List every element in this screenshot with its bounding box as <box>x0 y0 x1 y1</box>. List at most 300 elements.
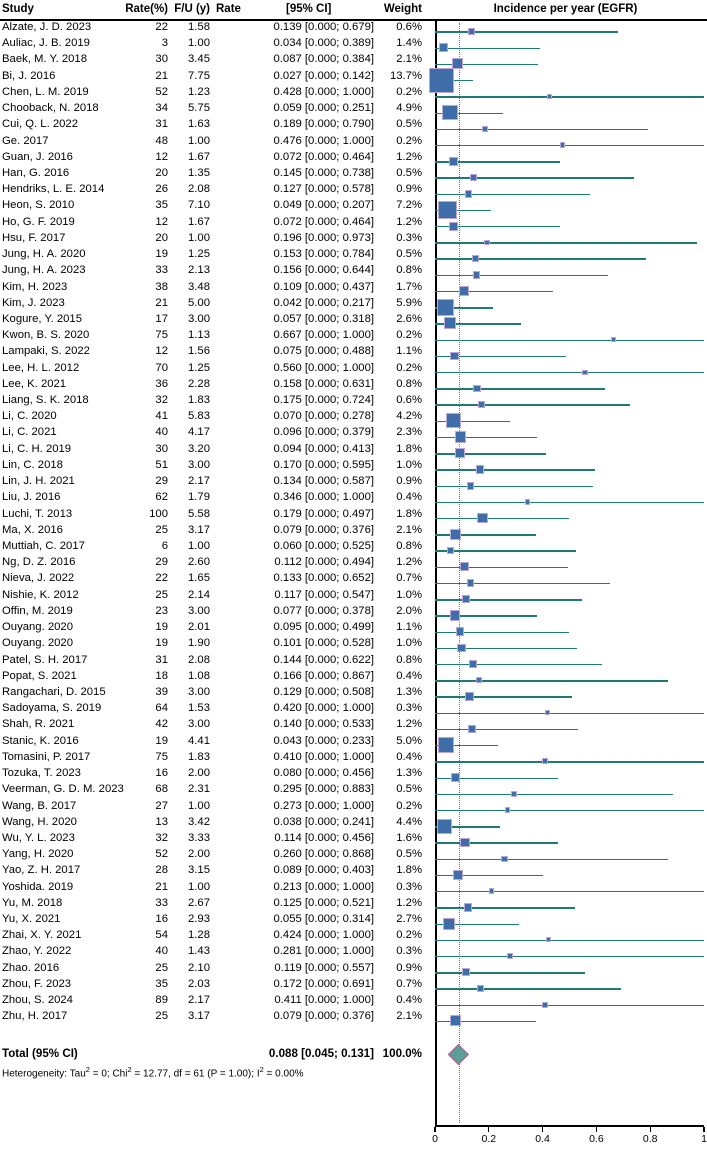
ci-line <box>435 145 704 146</box>
cell-estimate: 0.072 [0.000; 0.464] <box>273 215 374 228</box>
cell-fu: 1.90 <box>188 637 210 650</box>
ci-line <box>435 453 546 454</box>
ci-line <box>435 891 704 892</box>
cell-fu: 3.00 <box>188 685 210 698</box>
cell-fu: 3.17 <box>188 1010 210 1023</box>
study-marker <box>437 299 454 316</box>
table-row <box>0 669 430 685</box>
cell-study: Muttiah, C. 2017 <box>2 540 85 552</box>
cell-fu: 2.60 <box>188 556 210 569</box>
cell-rate-pct: 42 <box>155 718 168 731</box>
cell-estimate: 0.156 [0.000; 0.644] <box>273 264 374 277</box>
study-marker <box>484 240 489 245</box>
table-row <box>0 393 430 409</box>
total-label: Total (95% CI) <box>2 1046 78 1060</box>
cell-study: Lee, K. 2021 <box>2 377 67 390</box>
ci-line <box>435 599 582 600</box>
table-row <box>0 928 430 944</box>
cell-study: Zhai, X. Y. 2021 <box>2 929 82 942</box>
x-axis-tick <box>703 1127 704 1132</box>
table-row <box>0 847 430 863</box>
table-row <box>0 409 430 425</box>
cell-rate-pct: 28 <box>155 864 168 877</box>
cell-study: Tomasini, P. 2017 <box>2 750 91 763</box>
ci-line <box>435 177 634 178</box>
cell-weight: 0.5% <box>396 166 422 179</box>
cell-estimate: 0.411 [0.000; 1.000] <box>274 994 374 1007</box>
cell-study: Yu, X. 2021 <box>2 913 61 926</box>
cell-weight: 2.6% <box>396 312 422 325</box>
cell-weight: 1.2% <box>396 556 422 569</box>
cell-fu: 1.00 <box>188 880 210 893</box>
cell-rate-pct: 22 <box>155 21 168 33</box>
cell-estimate: 0.096 [0.000; 0.379] <box>273 426 374 439</box>
ci-line <box>435 761 704 762</box>
cell-weight: 2.0% <box>396 604 422 617</box>
cell-study: Tozuka, T. 2023 <box>2 767 81 780</box>
cell-estimate: 0.153 [0.000; 0.784] <box>273 248 374 261</box>
cell-weight: 1.6% <box>396 831 422 844</box>
study-marker <box>525 499 531 505</box>
study-marker <box>451 773 460 782</box>
cell-study: Ma, X. 2016 <box>2 523 63 536</box>
ci-line <box>435 242 697 243</box>
cell-study: Ouyang. 2020 <box>2 621 73 634</box>
cell-rate-pct: 34 <box>155 102 168 115</box>
reference-line <box>459 23 460 1123</box>
cell-fu: 1.56 <box>188 345 210 358</box>
cell-weight: 1.0% <box>396 637 422 650</box>
table-row <box>0 263 430 279</box>
cell-fu: 1.00 <box>188 134 210 147</box>
cell-fu: 7.10 <box>188 199 210 212</box>
cell-rate-pct: 62 <box>155 491 168 504</box>
cell-study: Hsu, F. 2017 <box>2 231 66 244</box>
cell-weight: 0.6% <box>396 21 422 33</box>
cell-weight: 1.0% <box>396 458 422 471</box>
cell-fu: 1.67 <box>188 150 210 163</box>
cell-rate-pct: 23 <box>155 604 168 617</box>
cell-estimate: 0.072 [0.000; 0.464] <box>273 150 374 163</box>
cell-weight: 0.4% <box>396 491 422 504</box>
ci-line <box>435 275 608 276</box>
cell-weight: 0.2% <box>396 361 422 374</box>
ci-line <box>435 48 540 49</box>
x-axis-tick <box>650 1127 651 1132</box>
study-marker <box>449 157 458 166</box>
cell-rate-pct: 75 <box>155 750 168 763</box>
table-row <box>0 912 430 928</box>
cell-weight: 2.3% <box>396 426 422 439</box>
cell-estimate: 0.133 [0.000; 0.652] <box>273 572 374 585</box>
study-marker <box>437 819 452 834</box>
cell-weight: 0.3% <box>396 880 422 893</box>
table-row <box>0 296 430 312</box>
cell-rate-pct: 19 <box>155 248 168 261</box>
ci-line <box>435 518 569 519</box>
cell-estimate: 0.043 [0.000; 0.233] <box>273 734 374 747</box>
cell-weight: 0.5% <box>396 783 422 796</box>
cell-estimate: 0.060 [0.000; 0.525] <box>273 540 374 552</box>
study-marker <box>560 142 565 147</box>
cell-weight: 0.4% <box>396 750 422 763</box>
study-marker <box>450 352 459 361</box>
cell-study: Nieva, J. 2022 <box>2 572 75 585</box>
ci-line <box>435 469 595 470</box>
cell-weight: 5.9% <box>396 296 422 309</box>
cell-study: Kim, J. 2023 <box>2 296 65 309</box>
ci-line <box>435 388 605 389</box>
cell-weight: 0.8% <box>396 653 422 666</box>
cell-estimate: 0.144 [0.000; 0.622] <box>273 653 374 666</box>
cell-study: Cui, Q. L. 2022 <box>2 118 78 131</box>
study-marker <box>477 513 487 523</box>
cell-rate-pct: 25 <box>155 1010 168 1023</box>
study-marker <box>450 1015 461 1026</box>
cell-study: Offin, M. 2019 <box>2 604 73 617</box>
cell-weight: 0.3% <box>396 231 422 244</box>
cell-weight: 0.5% <box>396 248 422 261</box>
cell-fu: 1.67 <box>188 215 210 228</box>
study-marker <box>482 126 488 132</box>
study-marker <box>501 856 507 862</box>
study-marker <box>464 903 473 912</box>
table-row <box>0 815 430 831</box>
table-row <box>0 782 430 798</box>
study-marker <box>429 68 454 93</box>
study-marker <box>546 937 551 942</box>
cell-weight: 0.2% <box>396 799 422 812</box>
table-row <box>0 215 430 231</box>
cell-study: Yang, H. 2020 <box>2 848 74 861</box>
cell-study: Lee, H. L. 2012 <box>2 361 80 374</box>
cell-fu: 2.01 <box>188 621 210 634</box>
cell-study: Wu, Y. L. 2023 <box>2 831 75 844</box>
cell-estimate: 0.260 [0.000; 0.868] <box>273 848 374 861</box>
cell-rate-pct: 29 <box>155 556 168 569</box>
cell-study: Ouyang. 2020 <box>2 637 73 650</box>
x-axis-tick <box>434 1127 435 1132</box>
table-row <box>0 539 430 555</box>
table-row <box>0 863 430 879</box>
cell-rate-pct: 12 <box>155 150 168 163</box>
cell-rate-pct: 16 <box>155 913 168 926</box>
study-marker <box>542 1002 548 1008</box>
cell-rate-pct: 16 <box>155 767 168 780</box>
cell-estimate: 0.129 [0.000; 0.508] <box>273 685 374 698</box>
cell-rate-pct: 54 <box>155 929 168 942</box>
cell-fu: 1.23 <box>188 85 210 98</box>
table-row <box>0 571 430 587</box>
table-row <box>0 231 430 247</box>
ci-line <box>435 729 578 730</box>
table-row <box>0 36 430 52</box>
ci-line <box>435 404 630 405</box>
cell-fu: 4.17 <box>188 426 210 439</box>
study-marker <box>444 317 456 329</box>
cell-rate-pct: 26 <box>155 183 168 196</box>
table-row <box>0 636 430 652</box>
cell-fu: 1.83 <box>188 394 210 407</box>
cell-rate-pct: 35 <box>155 977 168 990</box>
cell-rate-pct: 12 <box>155 215 168 228</box>
cell-rate-pct: 41 <box>155 410 168 423</box>
cell-fu: 3.20 <box>188 442 210 455</box>
cell-fu: 3.17 <box>188 523 210 536</box>
cell-weight: 1.1% <box>396 345 422 358</box>
cell-fu: 3.48 <box>188 280 210 293</box>
cell-estimate: 0.125 [0.000; 0.521] <box>273 896 374 909</box>
table-row <box>0 328 430 344</box>
table-row <box>0 701 430 717</box>
cell-rate-pct: 17 <box>155 312 168 325</box>
cell-estimate: 0.476 [0.000; 1.000] <box>273 134 374 147</box>
study-marker <box>476 677 482 683</box>
cell-rate-pct: 3 <box>161 37 168 50</box>
cell-fu: 1.58 <box>188 21 210 33</box>
cell-weight: 0.6% <box>396 394 422 407</box>
cell-estimate: 0.179 [0.000; 0.497] <box>273 507 374 520</box>
ci-line <box>435 194 590 195</box>
table-header-row <box>0 0 430 20</box>
study-marker <box>473 271 481 279</box>
ci-line <box>435 988 621 989</box>
cell-study: Lampaki, S. 2022 <box>2 345 90 358</box>
cell-study: Kogure, Y. 2015 <box>2 312 82 325</box>
ci-line <box>435 372 704 373</box>
ci-line <box>435 794 673 795</box>
cell-fu: 5.75 <box>188 102 210 115</box>
table-row <box>0 750 430 766</box>
cell-fu: 1.53 <box>188 702 210 715</box>
cell-estimate: 0.087 [0.000; 0.384] <box>273 53 374 66</box>
study-marker <box>505 807 510 812</box>
cell-fu: 3.45 <box>188 53 210 66</box>
cell-fu: 7.75 <box>188 69 210 82</box>
ci-line <box>435 129 648 130</box>
cell-estimate: 0.213 [0.000; 1.000] <box>273 880 374 893</box>
study-marker <box>450 610 461 621</box>
cell-weight: 4.9% <box>396 102 422 115</box>
study-marker <box>450 529 461 540</box>
cell-weight: 0.9% <box>396 961 422 974</box>
cell-study: Zhao. 2016 <box>2 961 60 974</box>
cell-weight: 2.1% <box>396 1010 422 1023</box>
cell-estimate: 0.034 [0.000; 0.389] <box>273 37 374 50</box>
plot-title: Incidence per year (EGFR) <box>493 3 638 15</box>
cell-weight: 1.1% <box>396 621 422 634</box>
cell-rate-pct: 27 <box>155 799 168 812</box>
study-marker <box>460 838 470 848</box>
table-row <box>0 474 430 490</box>
cell-weight: 7.2% <box>396 199 422 212</box>
column-header-rate-pct: Rate(%) <box>125 3 168 15</box>
cell-estimate: 0.079 [0.000; 0.376] <box>273 523 374 536</box>
table-row <box>0 117 430 133</box>
cell-weight: 2.7% <box>396 913 422 926</box>
cell-study: Liang, S. K. 2018 <box>2 394 89 407</box>
cell-fu: 2.17 <box>188 475 210 488</box>
study-marker <box>478 401 485 408</box>
cell-rate-pct: 13 <box>155 815 168 828</box>
y-axis-spine <box>435 21 437 1125</box>
cell-fu: 2.93 <box>188 913 210 926</box>
cell-study: Luchi, T. 2013 <box>2 507 73 520</box>
cell-rate-pct: 19 <box>155 734 168 747</box>
ci-line <box>435 810 704 811</box>
table-row <box>0 280 430 296</box>
cell-weight: 0.4% <box>396 994 422 1007</box>
cell-fu: 2.08 <box>188 183 210 196</box>
study-marker <box>467 482 475 490</box>
cell-fu: 3.15 <box>188 864 210 877</box>
column-header-weight: Weight <box>383 3 422 15</box>
ci-line <box>435 680 668 681</box>
summary-diamond <box>448 1044 469 1065</box>
cell-weight: 2.1% <box>396 523 422 536</box>
cell-rate-pct: 52 <box>155 848 168 861</box>
cell-estimate: 0.127 [0.000; 0.578] <box>273 183 374 196</box>
cell-fu: 1.83 <box>188 750 210 763</box>
cell-estimate: 0.145 [0.000; 0.738] <box>273 166 374 179</box>
cell-study: Auliac, J. B. 2019 <box>2 37 90 50</box>
cell-rate-pct: 100 <box>149 507 168 520</box>
cell-weight: 5.0% <box>396 734 422 747</box>
cell-estimate: 0.101 [0.000; 0.528] <box>273 637 374 650</box>
table-row <box>0 944 430 960</box>
table-row <box>0 604 430 620</box>
cell-rate-pct: 33 <box>155 264 168 277</box>
x-axis-line <box>435 1125 704 1127</box>
ci-line <box>435 713 704 714</box>
cell-fu: 2.08 <box>188 653 210 666</box>
cell-study: Yu, M. 2018 <box>2 896 63 909</box>
cell-study: Bi, J. 2016 <box>2 69 56 82</box>
cell-fu: 1.13 <box>188 329 210 342</box>
study-marker <box>507 953 512 958</box>
cell-estimate: 0.109 [0.000; 0.437] <box>273 280 374 293</box>
x-axis-tick-label: 0.2 <box>481 1133 497 1145</box>
cell-rate-pct: 30 <box>155 442 168 455</box>
table-row <box>0 425 430 441</box>
column-header-ci: [95% CI] <box>286 3 332 15</box>
cell-rate-pct: 40 <box>155 426 168 439</box>
study-marker <box>468 725 477 734</box>
cell-rate-pct: 89 <box>155 994 168 1007</box>
cell-fu: 2.17 <box>188 994 210 1007</box>
table-row <box>0 734 430 750</box>
cell-estimate: 0.080 [0.000; 0.456] <box>273 767 374 780</box>
cell-weight: 1.2% <box>396 215 422 228</box>
cell-estimate: 0.095 [0.000; 0.499] <box>273 621 374 634</box>
cell-study: Wang, H. 2020 <box>2 815 77 828</box>
cell-fu: 1.63 <box>188 118 210 131</box>
cell-weight: 1.0% <box>396 588 422 601</box>
cell-fu: 1.25 <box>188 361 210 374</box>
study-marker <box>449 222 458 231</box>
table-row <box>0 961 430 977</box>
cell-study: Li, C. 2021 <box>2 426 57 439</box>
ci-line <box>435 31 618 32</box>
study-marker <box>470 174 476 180</box>
cell-weight: 1.2% <box>396 896 422 909</box>
cell-study: Rangachari, D. 2015 <box>2 685 106 698</box>
study-marker <box>542 758 548 764</box>
cell-weight: 4.2% <box>396 410 422 423</box>
study-marker <box>446 413 461 428</box>
cell-fu: 5.58 <box>188 507 210 520</box>
cell-estimate: 0.346 [0.000; 1.000] <box>273 491 374 504</box>
x-axis-tick-label: 0.8 <box>642 1133 658 1145</box>
cell-fu: 2.28 <box>188 377 210 390</box>
cell-estimate: 0.027 [0.000; 0.142] <box>273 69 374 82</box>
cell-estimate: 0.049 [0.000; 0.207] <box>273 199 374 212</box>
column-header-study: Study <box>2 3 34 15</box>
cell-study: Zhu, H. 2017 <box>2 1010 68 1023</box>
cell-weight: 0.7% <box>396 977 422 990</box>
table-row <box>0 620 430 636</box>
cell-estimate: 0.114 [0.000; 0.456] <box>274 831 374 844</box>
x-axis-tick <box>488 1127 489 1132</box>
cell-fu: 5.00 <box>188 296 210 309</box>
cell-estimate: 0.166 [0.000; 0.867] <box>273 669 374 682</box>
cell-fu: 1.00 <box>188 540 210 552</box>
x-axis-tick <box>542 1127 543 1132</box>
cell-fu: 2.00 <box>188 767 210 780</box>
total-estimate: 0.088 [0.045; 0.131] <box>268 1046 374 1060</box>
study-marker <box>547 94 552 99</box>
cell-estimate: 0.059 [0.000; 0.251] <box>273 102 374 115</box>
cell-study: Veerman, G. D. M. 2023 <box>2 783 124 796</box>
study-marker <box>447 547 455 555</box>
table-row <box>0 312 430 328</box>
column-header-fu: F/U (y) <box>174 3 210 15</box>
table-row <box>0 555 430 571</box>
cell-fu: 2.14 <box>188 588 210 601</box>
cell-study: Liu, J. 2016 <box>2 491 61 504</box>
ci-line <box>435 96 704 97</box>
heterogeneity-text <box>0 1064 430 1080</box>
cell-study: Shah, R. 2021 <box>2 718 75 731</box>
table-row <box>0 101 430 117</box>
table-row <box>0 458 430 474</box>
cell-rate-pct: 70 <box>155 361 168 374</box>
cell-estimate: 0.042 [0.000; 0.217] <box>273 296 374 309</box>
cell-fu: 3.42 <box>188 815 210 828</box>
plot-header-rule <box>424 19 707 21</box>
cell-fu: 1.25 <box>188 248 210 261</box>
forest-plot <box>424 0 707 1159</box>
table-row <box>0 831 430 847</box>
cell-fu: 1.35 <box>188 166 210 179</box>
cell-study: Popat, S. 2021 <box>2 669 77 682</box>
cell-estimate: 0.038 [0.000; 0.241] <box>273 815 374 828</box>
ci-line <box>435 437 537 438</box>
study-marker <box>489 888 494 893</box>
cell-rate-pct: 21 <box>155 69 168 82</box>
cell-rate-pct: 19 <box>155 621 168 634</box>
cell-weight: 1.3% <box>396 767 422 780</box>
cell-study: Yao, Z. H. 2017 <box>2 864 81 877</box>
cell-study: Li, C. H. 2019 <box>2 442 72 455</box>
cell-fu: 4.41 <box>188 734 210 747</box>
cell-study: Jung, H. A. 2020 <box>2 248 86 261</box>
cell-rate-pct: 40 <box>155 945 168 958</box>
cell-estimate: 0.189 [0.000; 0.790] <box>273 118 374 131</box>
ci-line <box>435 1005 704 1006</box>
cell-estimate: 0.075 [0.000; 0.488] <box>273 345 374 358</box>
cell-rate-pct: 39 <box>155 685 168 698</box>
